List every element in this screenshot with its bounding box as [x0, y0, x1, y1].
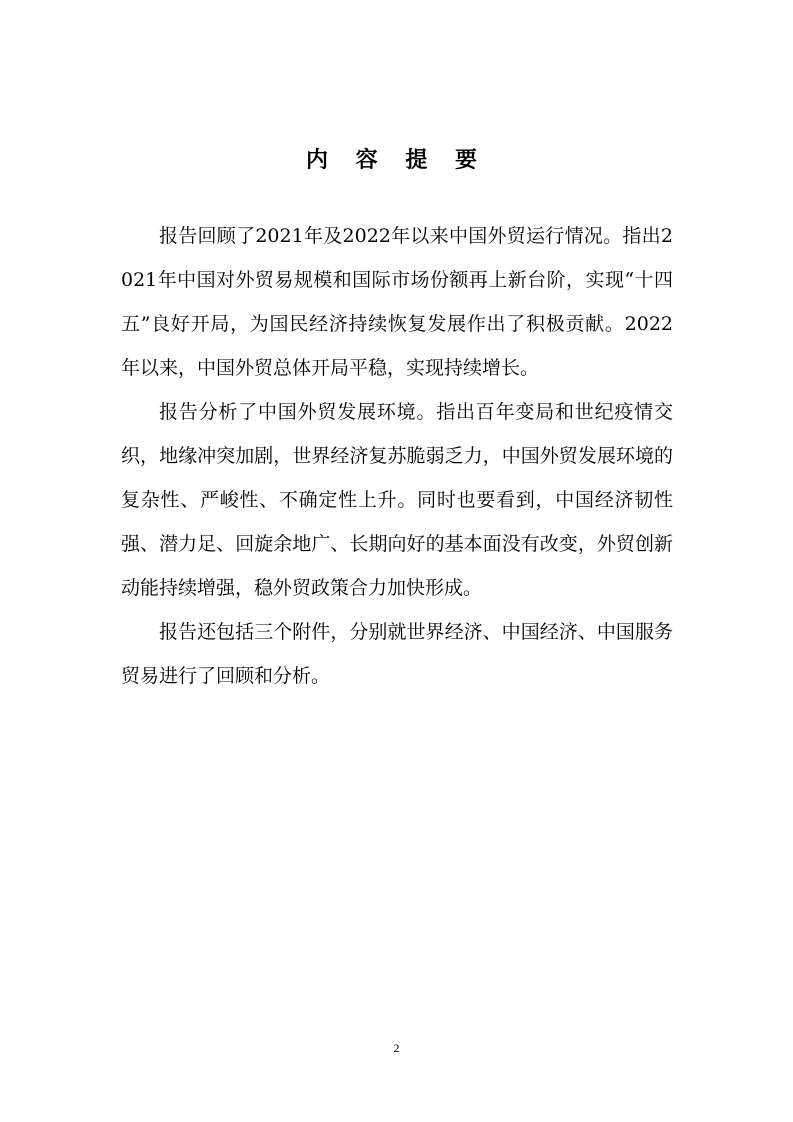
page-title: 内 容 提 要	[306, 148, 487, 173]
paragraph-review: 报告回顾了2021年及2022年以来中国外贸运行情况。指出2021年中国对外贸易规模和国际市场份额再上新台阶，实现“十四五”良好开局，为国民经济持续恢复发展作出了积极贡献。2022年以来，中国外贸总体开局平稳，实现持续增长。	[121, 225, 673, 379]
paragraph-environment: 报告分析了中国外贸发展环境。指出百年变局和世纪疫情交织，地缘冲突加剧，世界经济复苏脆弱乏力，中国外贸发展环境的复杂性、严峻性、不确定性上升。同时也要看到，中国经济韧性强、潜力足、回旋余地广、长期向好的基本面没有改变，外贸创新动能持续增强，稳外贸政策合力加快形成。	[121, 401, 673, 599]
paragraph-appendices: 报告还包括三个附件，分别就世界经济、中国经济、中国服务贸易进行了回顾和分析。	[121, 621, 673, 687]
page-number: 2	[393, 1041, 400, 1055]
summary-body	[121, 214, 673, 698]
